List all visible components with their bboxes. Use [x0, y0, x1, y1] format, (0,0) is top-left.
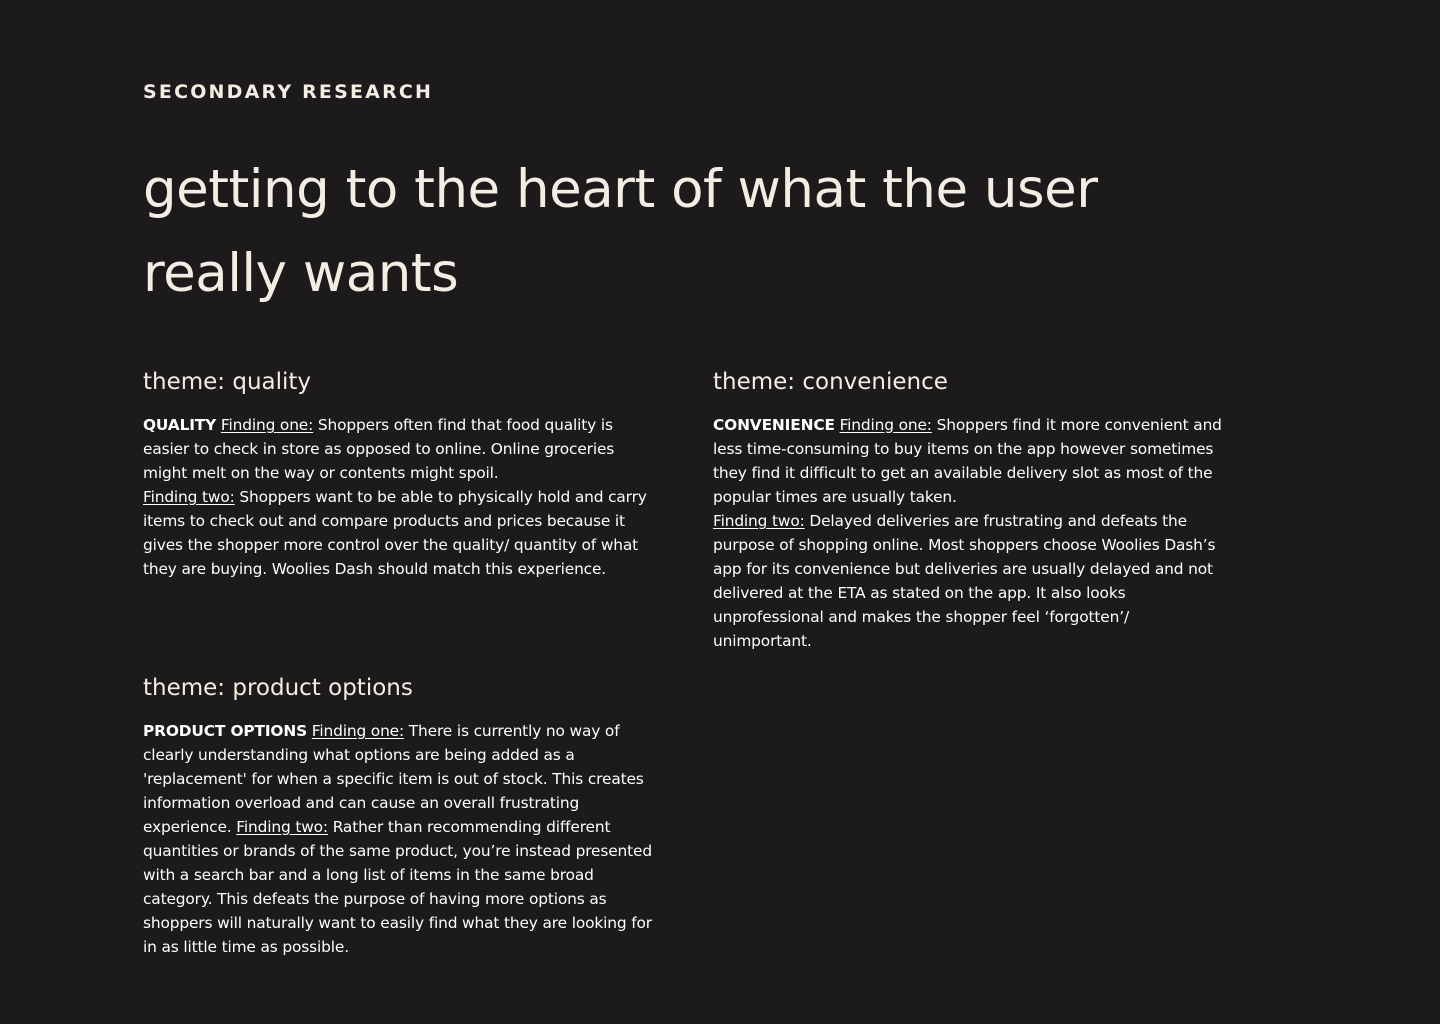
- theme-convenience-section: [713, 367, 1223, 653]
- theme-product-options-body: [143, 719, 653, 959]
- theme-convenience-body: [713, 413, 1223, 653]
- page-title: getting to the heart of what the user really wants: [143, 159, 1098, 304]
- options-finding-one-label: Finding one:: [311, 722, 405, 740]
- theme-product-options-heading: theme: product options: [143, 675, 413, 701]
- theme-quality-tag: QUALITY: [143, 416, 217, 434]
- theme-product-options-section: [143, 673, 653, 959]
- section-eyebrow: SECONDARY RESEARCH: [143, 81, 434, 103]
- options-finding-two-text: Rather than recommending different quantities or brands of the same product, you’re instead presented with a search bar and a long list of items in the same broad category. This defeats the purpose of having more options as shoppers will naturally want to easily find what they are looking for in as little time as possible.: [143, 818, 652, 956]
- theme-quality-body: [143, 413, 653, 581]
- convenience-finding-one-label: Finding one:: [839, 416, 932, 434]
- quality-finding-two-text: Shoppers want to be able to physically hold and carry items to check out and compare products and prices because it gives the shopper more control over the quality/ quantity of what they are buying. Woolies Dash should match this experience.: [143, 488, 647, 578]
- quality-finding-one-text: Shoppers often find that food quality is easier to check in store as opposed to online. Online groceries might melt on the way or contents might spoil.: [143, 416, 615, 482]
- options-finding-one-text: There is currently no way of clearly understanding what options are being added as a 'replacement' for when a specific item is out of stock. This creates information overload and can cause an overall frustrating experience.: [143, 722, 644, 836]
- quality-finding-one-label: Finding one:: [220, 416, 314, 434]
- theme-quality-section: [143, 367, 653, 581]
- theme-quality-heading: theme: quality: [143, 369, 312, 395]
- theme-product-options-tag: PRODUCT OPTIONS: [143, 722, 308, 740]
- convenience-finding-two-text: Delayed deliveries are frustrating and defeats the purpose of shopping online. Most shoppers choose Woolies Dash’s app for its convenience but deliveries are usually delayed and not delivered at the ETA as stated on the app. It also looks unprofessional and makes the shopper feel ‘forgotten’/ unimportant.: [713, 512, 1216, 650]
- options-finding-two-label: Finding two:: [236, 818, 328, 836]
- convenience-finding-two-label: Finding two:: [713, 512, 805, 530]
- quality-finding-two-label: Finding two:: [143, 488, 235, 506]
- convenience-finding-one-text: Shoppers find it more convenient and less time-consuming to buy items on the app however sometimes they find it difficult to get an available delivery slot as most of the popular times are usually taken.: [713, 416, 1222, 506]
- theme-convenience-heading: theme: convenience: [713, 369, 948, 395]
- theme-convenience-tag: CONVENIENCE: [713, 416, 835, 434]
